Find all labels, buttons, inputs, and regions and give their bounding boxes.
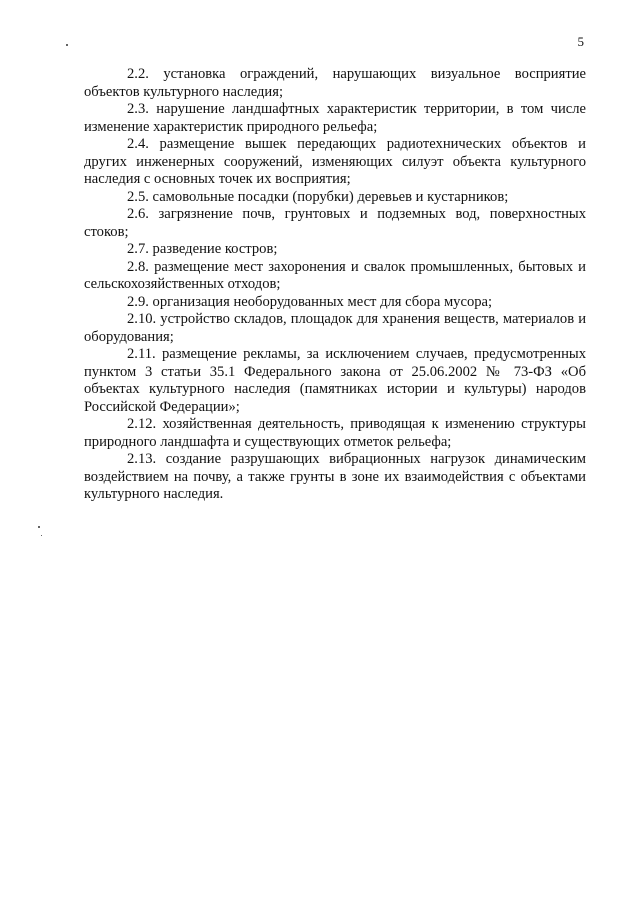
item-number: 2.9. bbox=[127, 293, 149, 310]
item-text: размещение мест захоронения и свалок промышленных, бытовых и сельскохозяйственных отходов; bbox=[84, 258, 586, 292]
item-text: нарушение ландшафтных характеристик территории, в том числе изменение характеристик природного рельефа; bbox=[84, 101, 586, 135]
item-text: самовольные посадки (порубки) деревьев и кустарников; bbox=[152, 188, 509, 205]
page-number: 5 bbox=[577, 34, 584, 49]
item-text: устройство складов, площадок для хранения веществ, материалов и оборудования; bbox=[84, 311, 587, 345]
list-item bbox=[84, 66, 586, 101]
item-text: размещение вышек передающих радиотехнических объектов и других инженерных сооружений, изменяющих силуэт объекта культурного наследия с основных точек их восприятия; bbox=[84, 136, 586, 187]
scan-speck bbox=[66, 44, 68, 46]
scan-speck bbox=[41, 535, 42, 536]
item-number: 2.11. bbox=[127, 346, 156, 362]
item-number: 2.7. bbox=[127, 241, 149, 257]
list-item bbox=[84, 346, 586, 416]
item-text: создание разрушающих вибрационных нагрузок динамическим воздействием на почву, а также грунты в зоне их взаимодействия с объектами культурного наследия. bbox=[84, 451, 586, 502]
item-number: 2.8. bbox=[127, 258, 149, 275]
list-item bbox=[84, 136, 586, 189]
item-number: 2.12. bbox=[127, 416, 157, 432]
scan-speck bbox=[38, 526, 40, 528]
item-number: 2.6. bbox=[127, 206, 149, 222]
item-number: 2.5. bbox=[127, 188, 149, 205]
item-number: 2.10. bbox=[127, 311, 157, 327]
list-item bbox=[84, 311, 586, 346]
list-item bbox=[84, 206, 586, 241]
item-text: разведение костров; bbox=[152, 241, 278, 257]
item-number: 2.13. bbox=[127, 451, 157, 467]
list-item bbox=[84, 451, 586, 504]
item-text: загрязнение почв, грунтовых и подземных вод, поверхностных стоков; bbox=[84, 206, 586, 240]
item-text: организация необорудованных мест для сбора мусора; bbox=[152, 293, 493, 310]
list-item bbox=[84, 189, 586, 207]
item-text: размещение рекламы, за исключением случаев, предусмотренных пунктом 3 статьи 35.1 Федерального закона от 25.06.2002 № 73-ФЗ «Об объектах культурного наследия (памятниках истории и культуры) народов Российской Федерации»; bbox=[84, 346, 587, 415]
item-number: 2.3. bbox=[127, 101, 149, 117]
item-text: хозяйственная деятельность, приводящая к изменению структуры природного ландшафта и существующих отметок рельефа; bbox=[84, 416, 586, 450]
list-item bbox=[84, 294, 586, 312]
document-body bbox=[84, 66, 586, 504]
item-text: установка ограждений, нарушающих визуальное восприятие объектов культурного наследия; bbox=[84, 66, 586, 100]
list-item bbox=[84, 416, 586, 451]
item-number: 2.4. bbox=[127, 136, 149, 152]
list-item bbox=[84, 101, 586, 136]
list-item bbox=[84, 241, 586, 259]
list-item bbox=[84, 259, 586, 294]
item-number: 2.2. bbox=[127, 66, 149, 82]
